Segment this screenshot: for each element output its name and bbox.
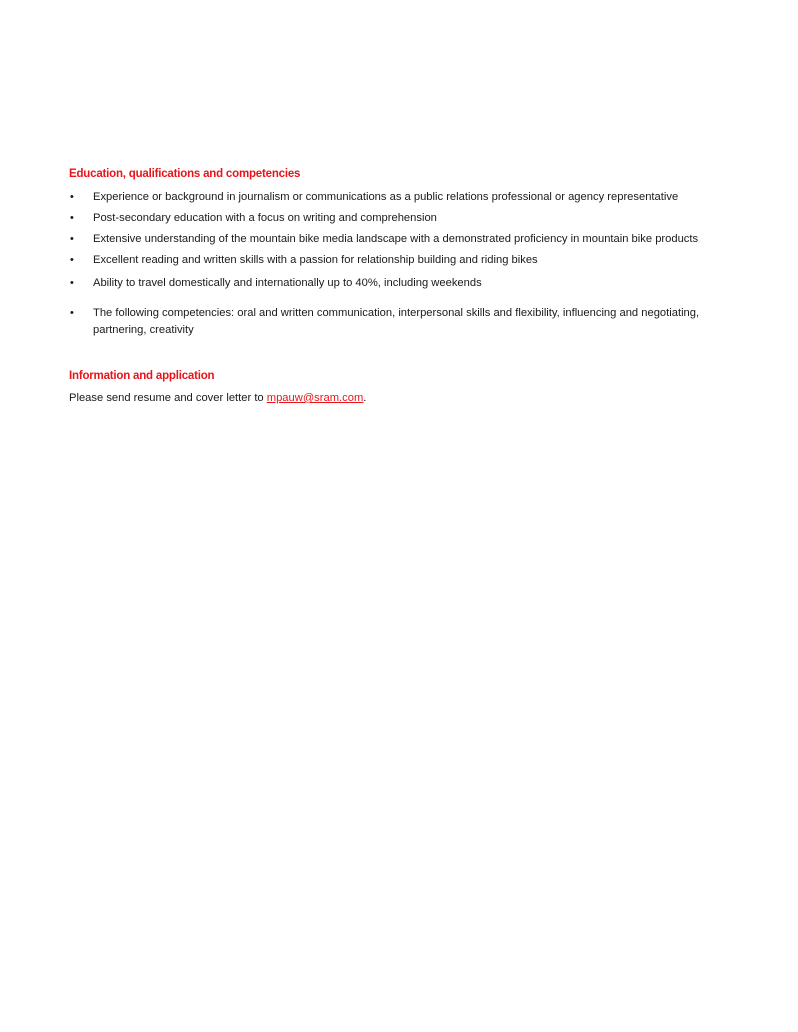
bullet-icon: • <box>70 276 74 289</box>
bullet-icon: • <box>70 212 74 224</box>
bullet-icon: • <box>70 254 74 266</box>
list-item <box>69 210 729 227</box>
list-item-text: The following competencies: oral and written communication, interpersonal skills and flexibility, influencing and negotiating, partnering, creativity <box>93 307 700 336</box>
education-list <box>69 189 729 338</box>
list-item-text: Experience or background in journalism or communications as a public relations professional or agency representative <box>93 191 679 203</box>
bullet-icon: • <box>70 233 74 245</box>
application-text: Please send resume and cover letter to <box>69 392 267 404</box>
list-item-text: Excellent reading and written skills with a passion for relationship building and riding bikes <box>93 254 538 266</box>
document-content <box>69 166 729 407</box>
application-text-end: . <box>363 392 367 404</box>
list-item <box>69 275 729 292</box>
list-item-text: Extensive understanding of the mountain bike media landscape with a demonstrated proficiency in mountain bike products <box>93 233 699 245</box>
list-item <box>69 252 729 269</box>
list-item-text: Ability to travel domestically and internationally up to 40%, including weekends <box>93 276 482 289</box>
application-paragraph <box>69 390 729 407</box>
application-heading: Information and application <box>69 370 215 382</box>
bullet-icon: • <box>70 307 74 319</box>
list-item <box>69 189 729 206</box>
list-item <box>69 231 729 248</box>
education-heading: Education, qualifications and competencies <box>69 168 301 180</box>
list-item <box>69 305 729 338</box>
email-link[interactable]: mpauw@sram.com <box>266 392 364 404</box>
bullet-icon: • <box>70 191 74 203</box>
list-item-text: Post-secondary education with a focus on writing and comprehension <box>93 212 437 224</box>
